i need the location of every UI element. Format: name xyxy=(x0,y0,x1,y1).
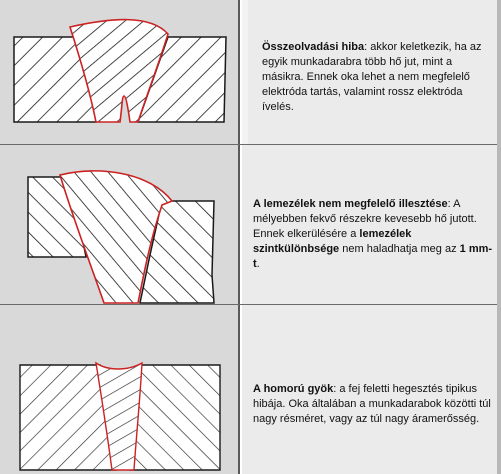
image-cell xyxy=(0,0,240,144)
table-right-border xyxy=(497,0,501,474)
image-cell xyxy=(0,145,240,304)
defect-description: A lemezélek nem megfelelő illesztése: A mélyebben fekvő részekre kevesebb hő jutott. Ennek elkerülésére a lemezélek szintkülönbsége nem haladhatja meg az 1 mm-t. xyxy=(253,198,493,270)
text-cell xyxy=(242,145,501,304)
defect-title: A homorú gyök xyxy=(253,383,334,395)
defect-title: Összeolvadási hiba xyxy=(262,41,365,53)
table-row xyxy=(0,145,501,305)
weld-defect-concave-root-diagram xyxy=(0,305,240,474)
table-row xyxy=(0,0,501,145)
weld-defect-edge-misalignment-diagram xyxy=(0,145,240,304)
table-row xyxy=(0,305,501,474)
weld-defect-lack-of-fusion-diagram xyxy=(0,0,240,144)
image-cell xyxy=(0,305,240,474)
defect-description: A homorú gyök: a fej feletti hegesztés tipikus hibája. Oka általában a munkadarabok közötti túl nagy résméret, vagy az túl nagy áramerősség. xyxy=(253,383,491,425)
text-cell xyxy=(242,0,501,144)
defect-title: A lemezélek nem megfelelő illesztése xyxy=(253,198,448,210)
defect-description: Összeolvadási hiba: akkor keletkezik, ha az egyik munkadarabra több hő jut, mint a másikra. Ennek oka lehet a nem megfelelő elektróda tartás, valamint rossz elektróda ívelés. xyxy=(262,41,482,113)
text-cell xyxy=(242,305,501,474)
